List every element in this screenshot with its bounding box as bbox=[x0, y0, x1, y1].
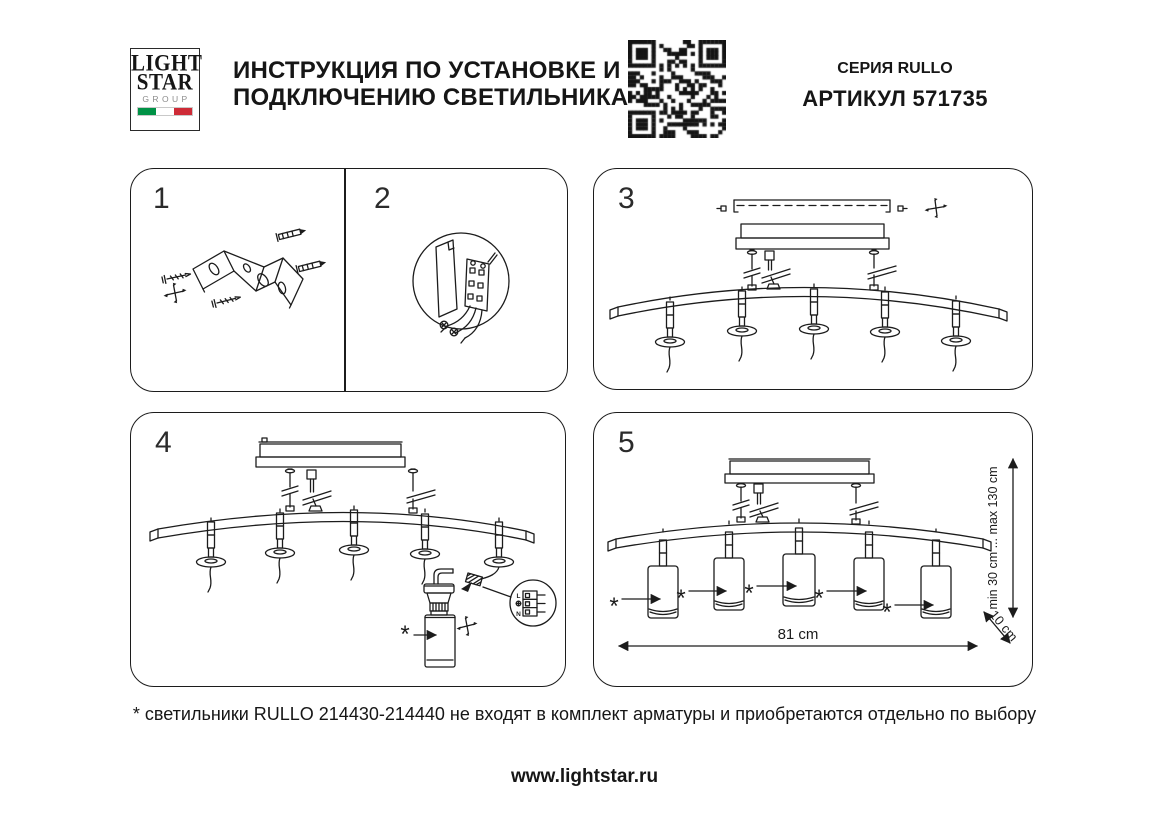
step-5-number: 5 bbox=[618, 426, 635, 459]
shade-callout bbox=[400, 621, 436, 648]
plug-connector bbox=[461, 567, 499, 592]
dimension-depth bbox=[984, 607, 1021, 644]
lamp-holder bbox=[871, 292, 900, 362]
logo-star-text: STAR bbox=[136, 69, 194, 95]
suspension-cable bbox=[750, 484, 778, 522]
lamp-holder bbox=[340, 510, 369, 580]
logo-light-text: LIGHT bbox=[131, 50, 203, 76]
step-3-number: 3 bbox=[618, 182, 635, 215]
asterisk-mark: * bbox=[814, 585, 824, 612]
lamp-holders bbox=[656, 289, 971, 372]
terminal-live-label: L bbox=[516, 593, 521, 600]
canopy bbox=[256, 438, 405, 467]
screw-icon bbox=[212, 293, 242, 308]
step-5-diagram bbox=[594, 413, 1031, 685]
title-line-1: ИНСТРУКЦИЯ ПО УСТАНОВКЕ И bbox=[233, 57, 621, 84]
depth-dimension-label: 10 cm bbox=[986, 607, 1021, 645]
dimension-height bbox=[986, 459, 1013, 617]
suspension-rod bbox=[744, 250, 760, 290]
panel-steps-1-2 bbox=[130, 168, 568, 392]
footnote: * светильники RULLO 214430-214440 не входят в комплект арматуры и приобретаются отдельно по выбору bbox=[132, 704, 1037, 724]
lamp-shade bbox=[921, 540, 951, 618]
canopy bbox=[725, 459, 874, 483]
step-1-number: 1 bbox=[153, 182, 170, 215]
suspension-rod bbox=[733, 484, 749, 522]
lamp-shade bbox=[648, 540, 678, 618]
wiring-detail-diagram bbox=[413, 233, 509, 343]
arc-rail bbox=[608, 519, 991, 551]
page-title bbox=[233, 57, 628, 111]
wall-plug-icon bbox=[276, 226, 307, 241]
lamp-holder bbox=[800, 289, 829, 359]
screw-icon bbox=[162, 270, 192, 284]
suspension-rod bbox=[850, 484, 878, 524]
lamp-holder bbox=[485, 522, 514, 567]
asterisk-mark: * bbox=[400, 621, 410, 648]
website-url: www.lightstar.ru bbox=[510, 766, 659, 787]
logo-group-text: GROUP bbox=[142, 94, 191, 104]
dimension-width bbox=[619, 626, 977, 646]
panel-step-3 bbox=[593, 168, 1033, 390]
width-dimension-label: 81 cm bbox=[777, 626, 819, 643]
suspension-rod bbox=[407, 469, 435, 513]
step-4-number: 4 bbox=[155, 426, 172, 459]
ceiling-rail bbox=[717, 200, 907, 212]
lamp-shade bbox=[854, 532, 884, 610]
step-2-number: 2 bbox=[374, 182, 391, 215]
asterisk-mark: * bbox=[676, 585, 686, 612]
canopy bbox=[736, 224, 889, 249]
junction-cover bbox=[436, 240, 457, 317]
lamp-holder bbox=[728, 291, 757, 361]
lamp-shade bbox=[783, 528, 815, 606]
title-line-2: ПОДКЛЮЧЕНИЮ СВЕТИЛЬНИКА bbox=[233, 84, 629, 111]
screw-adjust-icon bbox=[925, 198, 948, 218]
step-3-diagram bbox=[594, 169, 1031, 388]
steps-1-2-diagram bbox=[131, 169, 566, 390]
spotlight-body bbox=[424, 569, 455, 667]
asterisk-mark: * bbox=[882, 599, 892, 626]
lamp-shade bbox=[714, 532, 744, 610]
asterisk-mark: * bbox=[744, 580, 754, 607]
terminal-neutral-label: N bbox=[516, 611, 521, 618]
wall-plug-icon bbox=[296, 258, 327, 273]
suspension-rod bbox=[868, 250, 896, 290]
panel-step-4 bbox=[130, 412, 566, 687]
suspension-cable bbox=[303, 470, 331, 511]
lamp-holder bbox=[197, 522, 226, 592]
suspension-rod bbox=[282, 469, 298, 511]
height-dimension-label: min 30 cm ... max 130 cm bbox=[986, 466, 1000, 610]
italian-flag-icon bbox=[138, 108, 192, 115]
asterisk-mark: * bbox=[609, 593, 619, 620]
article-label: АРТИКУЛ 571735 bbox=[802, 86, 988, 111]
panel-step-5 bbox=[593, 412, 1033, 687]
step-4-diagram bbox=[131, 413, 564, 685]
mounting-bracket-diagram bbox=[193, 251, 303, 308]
qr-code-icon bbox=[628, 40, 726, 138]
series-label: СЕРИЯ RULLO bbox=[837, 60, 953, 77]
lightstar-logo bbox=[130, 48, 203, 131]
screw-adjust-icon bbox=[457, 616, 478, 636]
suspension-cable bbox=[762, 251, 790, 289]
screw-adjust-icon bbox=[164, 283, 187, 303]
product-info bbox=[795, 60, 995, 111]
terminal-block-detail bbox=[483, 580, 556, 626]
lamp-holder bbox=[656, 302, 685, 372]
